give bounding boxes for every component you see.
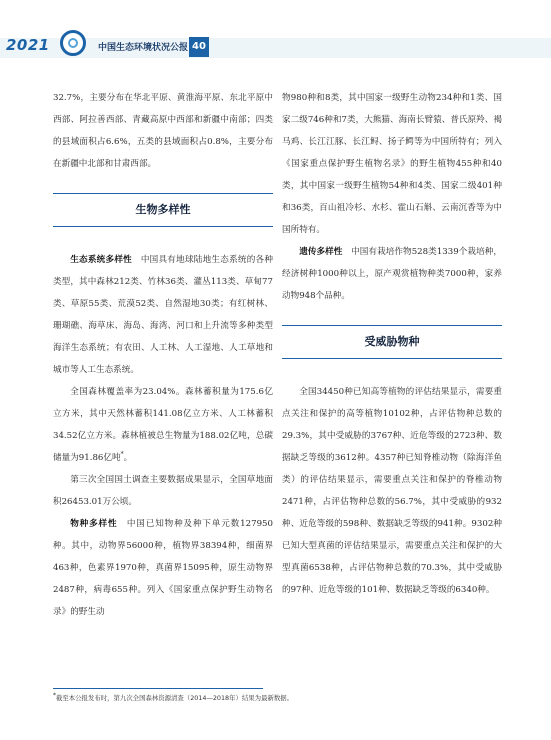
- intro-paragraph: 32.7%，主要分布在华北平原、黄淮海平原、东北平原中西部、阿拉善西部、青藏高原中西部和新疆中南部；四类的县域面积占6.6%，五类的县域面积占0.8%，主要分布在新疆中北部和甘肃西部。: [53, 93, 273, 169]
- footnote-mark: *: [53, 691, 56, 699]
- grassland-paragraph: 第三次全国国土调查主要数据成果显示，全国草地面积26453.01万公顷。: [53, 475, 273, 507]
- threatened-species-paragraph: 全国34450种已知高等植物的评估结果显示，需要重点关注和保护的高等植物10102种，占评估物种总数的29.3%，其中受威胁的3767种、近危等级的2723种、数据缺乏等级的3612种。4357种已知脊椎动物（除海洋鱼类）的评估结果显示，需要重点关注和保护的脊椎动物2471种，占评估物种总数的56.7%，其中受威胁的932种、近危等级的598种、数据缺乏等级的941种。9302种已知大型真菌的评估结果显示，需要重点关注和保护的大型真菌6538种，占评估物种总数的70.3%，其中受威胁的97种、近危等级的101种、数据缺乏等级的6340种。: [282, 387, 502, 595]
- ecosystem-diversity-term: 生态系统多样性: [70, 255, 132, 265]
- page-number: 40: [189, 37, 209, 57]
- forest-text: 全国森林覆盖率为23.04%。森林蓄积量为175.6亿立方米，其中天然林蓄积141.08亿立方米、人工林蓄积34.52亿立方米。森林植被总生物量为188.02亿吨，总碳储量为91.86亿吨: [53, 387, 273, 463]
- forest-end: 。: [123, 453, 133, 463]
- ecosystem-diversity-paragraph: [53, 249, 273, 381]
- section-heading-biodiversity: 生物多样性: [53, 193, 273, 227]
- report-year: 2021: [6, 36, 50, 54]
- report-title: 中国生态环境状况公报: [98, 43, 189, 53]
- left-column: [53, 87, 273, 623]
- species-diversity-paragraph: [53, 513, 273, 623]
- footnote-marker: *: [120, 451, 124, 459]
- forest-paragraph: [53, 381, 273, 469]
- genetic-diversity-term: 遗传多样性: [299, 247, 343, 257]
- protected-species-paragraph: 物980种和8类，其中国家一级野生动物234种和1类、国家二级746种和7类，大熊猫、海南长臂猿、普氏原羚、褐马鸡、长江江豚、长江鲟、扬子鳄等为中国所特有；列入《国家重点保护野生植物名录》的野生植物455种和40类，其中国家一级野生植物54种和4类、国家二级401种和36类，百山祖冷杉、水杉、霍山石斛、云南沉香等为中国所特有。: [282, 93, 502, 235]
- ecosystem-diversity-text: 中国具有地球陆地生态系统的各种类型，其中森林212类、竹林36类、灌丛113类、草甸77类、草原55类、荒漠52类、自然湿地30类；有红树林、珊瑚礁、海草床、海岛、海湾、河口和上升流等多种类型海洋生态系统；有农田、人工林、人工湿地、人工草地和城市等人工生态系统。: [53, 255, 273, 375]
- footnote: [53, 692, 503, 704]
- genetic-diversity-text: 中国有栽培作物528类1339个栽培种，经济树种1000种以上，原产观赏植物种类7000种，家养动物948个品种。: [282, 247, 502, 301]
- species-diversity-text: 中国已知物种及种下单元数127950种。其中，动物界56000种，植物界38394种，细菌界463种，色素界1970种，真菌界15095种，原生动物界2487种，病毒655种。列入《国家重点保护野生动物名录》的野生动: [53, 519, 273, 617]
- genetic-diversity-paragraph: [282, 241, 502, 307]
- footnote-text: 截至本公报发布时，第九次全国森林资源清查（2014—2018年）结果为最新数据。: [56, 694, 294, 702]
- species-diversity-term: 物种多样性: [70, 519, 118, 529]
- section-heading-threatened-species: 受威胁物种: [282, 325, 502, 359]
- footnote-divider: [53, 688, 263, 689]
- page-header: [0, 0, 551, 78]
- right-column: [282, 87, 502, 601]
- ring-logo-icon: [60, 30, 86, 56]
